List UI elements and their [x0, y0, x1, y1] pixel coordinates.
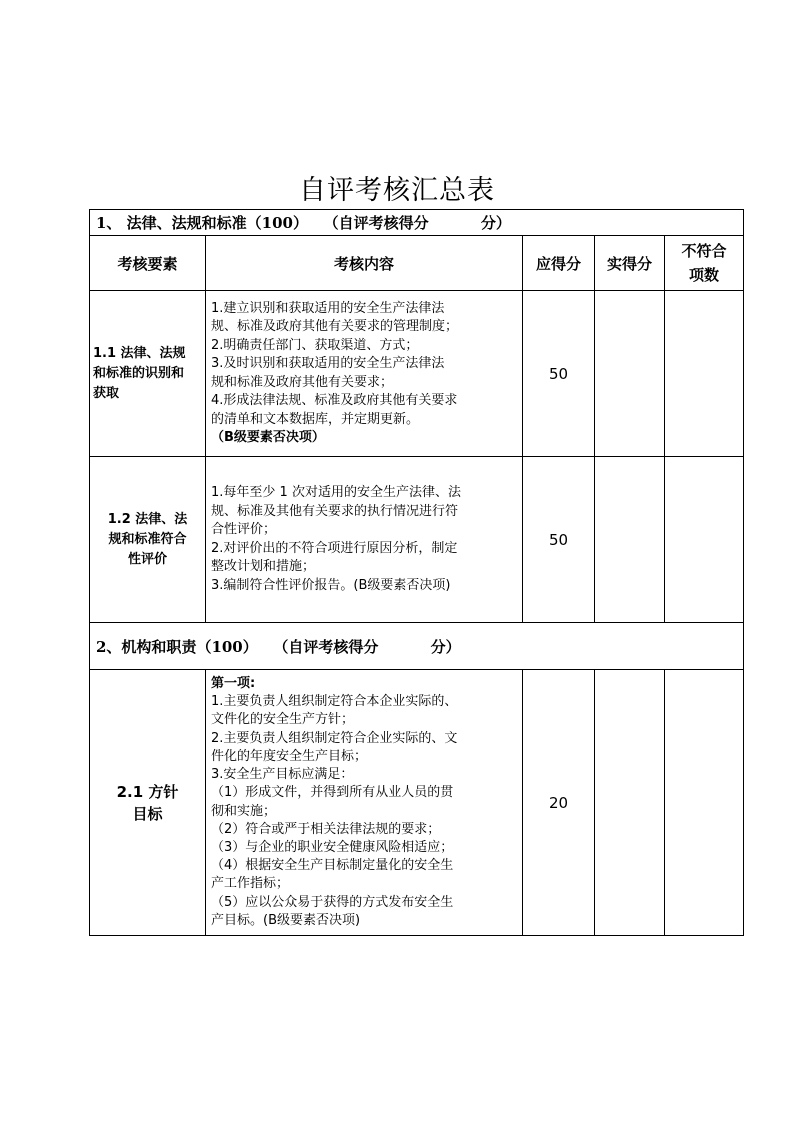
element-cell [90, 457, 206, 623]
header-should-score: 应得分 [523, 236, 595, 291]
assessment-table [89, 209, 744, 936]
content-line: 的清单和文本数据库，并定期更新。 [211, 411, 420, 427]
page-title: 自评考核汇总表 [299, 175, 495, 206]
section-1-score-unit: 分） [480, 214, 511, 232]
header-nonconform-line1: 不符合 [681, 242, 727, 260]
header-row [90, 236, 744, 291]
actual-score-cell[interactable] [595, 291, 665, 457]
header-nonconform-line2: 项数 [689, 266, 720, 284]
element-cell [90, 670, 206, 936]
section-1-self-score-label: （自评考核得分 [323, 214, 429, 232]
header-element: 考核要素 [90, 236, 206, 291]
element-line: 规和标准符合 [108, 531, 187, 547]
content-line: 2.主要负责人组织制定符合企业实际的、文 [211, 730, 458, 746]
content-line: 文件化的安全生产方针； [211, 712, 355, 728]
element-line: 目标 [132, 804, 163, 823]
content-cell [206, 291, 523, 457]
actual-score-cell[interactable] [595, 670, 665, 936]
content-line: 彻和实施； [211, 803, 277, 819]
should-score-cell: 50 [523, 291, 595, 457]
content-line: 规和标准及政府其他有关要求； [211, 374, 394, 390]
content-cell [206, 670, 523, 936]
nonconform-cell[interactable] [665, 457, 744, 623]
content-subheading: 第一项: [211, 676, 256, 692]
nonconform-cell[interactable] [665, 670, 744, 936]
table-row [90, 457, 744, 623]
content-line: 3.及时识别和获取适用的安全生产法律法 [211, 356, 445, 371]
content-line: （3）与企业的职业安全健康风险相适应； [211, 839, 454, 855]
content-line: 1.建立识别和获取适用的安全生产法律法 [211, 300, 445, 316]
content-line: （5）应以公众易于获得的方式发布安全生 [211, 894, 454, 910]
content-line: 2.明确责任部门、获取渠道、方式； [211, 337, 419, 353]
header-actual-score: 实得分 [595, 236, 665, 291]
element-line: 1.1 法律、法规 [93, 345, 186, 361]
section-1-label: 1、 法律、法规和标准（100） [96, 214, 308, 232]
content-line: （1）形成文件，并得到所有从业人员的贯 [211, 785, 454, 801]
content-line: 规、标准及政府其他有关要求的管理制度； [211, 319, 459, 334]
content-line: 2.对评价出的不符合项进行原因分析，制定 [211, 540, 458, 556]
content-line: 1.每年至少 1 次对适用的安全生产法律、法 [211, 485, 461, 500]
element-cell [90, 291, 206, 457]
element-line: 性评价 [127, 551, 167, 567]
section-2-label: 2、机构和职责（100） [96, 637, 258, 656]
content-line: 1.主要负责人组织制定符合本企业实际的、 [211, 694, 458, 710]
should-score-cell: 20 [523, 670, 595, 936]
content-line: 件化的年度安全生产目标； [211, 748, 368, 764]
content-line: 合性评价； [211, 522, 277, 537]
section-1-row [90, 210, 744, 236]
element-line: 2.1 方针 [116, 782, 179, 801]
content-line: 规、标准及其他有关要求的执行情况进行符 [211, 503, 459, 519]
veto-note: （B级要素否决项） [211, 430, 325, 445]
table-row [90, 670, 744, 936]
section-2-self-score-label: （自评考核得分 [273, 637, 379, 656]
content-line: 4.形成法律法规、标准及政府其他有关要求 [211, 393, 458, 408]
content-line: 3.编制符合性评价报告。(B级要素否决项) [211, 577, 451, 593]
content-line: （2）符合或严于相关法律法规的要求； [211, 821, 441, 837]
actual-score-cell[interactable] [595, 457, 665, 623]
content-line: （4）根据安全生产目标制定量化的安全生 [211, 858, 454, 874]
nonconform-cell[interactable] [665, 291, 744, 457]
section-2-score-unit: 分） [430, 637, 461, 656]
section-2-row [90, 623, 744, 670]
content-cell [206, 457, 523, 623]
element-line: 获取 [93, 385, 120, 401]
content-line: 产工作指标； [211, 876, 290, 892]
content-line: 整改计划和措施； [211, 559, 316, 574]
content-line: 3.安全生产目标应满足： [211, 767, 354, 783]
should-score-cell: 50 [523, 457, 595, 623]
element-line: 和标准的识别和 [93, 365, 185, 381]
content-line: 产目标。(B级要素否决项) [211, 912, 361, 928]
section-2-heading [90, 623, 744, 670]
element-line: 1.2 法律、法 [107, 511, 188, 527]
section-1-heading [90, 210, 744, 236]
header-content: 考核内容 [206, 236, 523, 291]
table-row [90, 291, 744, 457]
header-nonconform [665, 236, 744, 291]
